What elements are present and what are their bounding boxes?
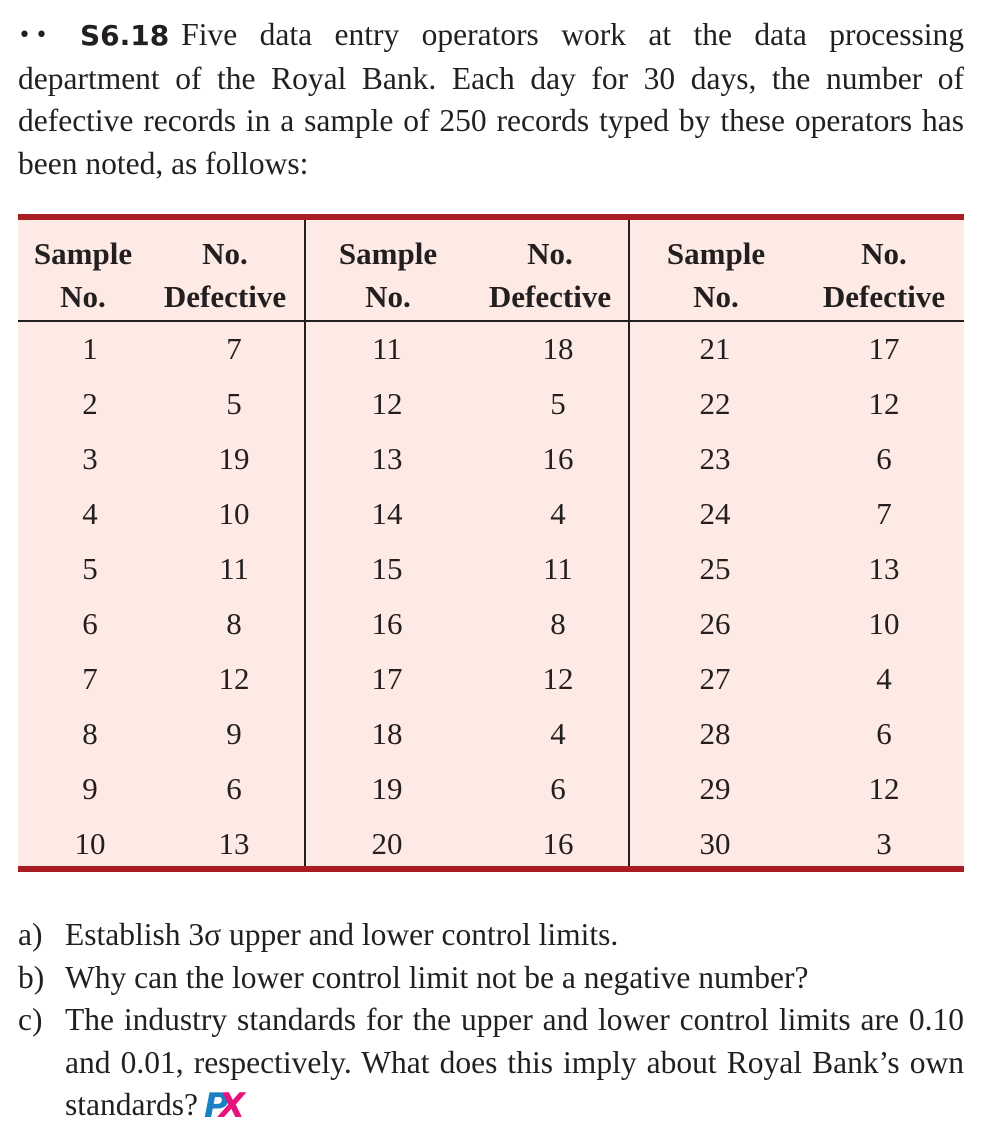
sample-no-cell: 4 [82,496,98,531]
sample-no-cell: 25 [699,551,731,586]
sample-no-cell: 14 [371,496,403,531]
defective-cell: 8 [226,606,242,641]
header-sample-no: Sample No. [338,236,438,314]
defective-cell: 11 [219,551,249,586]
difficulty-bullets: •• [18,23,52,48]
sample-no-cell: 16 [371,606,403,641]
sample-no-cell: 26 [699,606,731,641]
sample-no-cell: 5 [82,551,98,586]
px-logo-icon[interactable]: PX [203,1086,236,1126]
defective-cell: 17 [868,331,900,366]
sample-no-cell: 3 [82,441,98,476]
defective-cell: 3 [876,826,892,861]
problem-id: S6.18 [79,19,170,52]
defective-cell: 4 [876,661,892,696]
defective-cell: 19 [218,441,250,476]
sample-no-cell: 12 [371,386,403,421]
defective-cell: 16 [542,441,574,476]
defective-cell: 6 [226,771,242,806]
problem-text: Five data entry operators work at the data processing department of the Royal Bank. Each day for 30 days, the number of defective records in a sample of 250 records typed by these operators has been noted, as follows: [18,17,964,181]
header-no-defective: No. Defective [822,236,946,314]
sample-no-cell: 1 [82,331,98,366]
question-label: c) [18,1002,43,1037]
problem-statement [18,14,964,185]
defective-cell: 7 [226,331,242,366]
sample-no-cell: 9 [82,771,98,806]
header-no-defective: No. Defective [488,236,612,314]
question-label: a) [18,917,43,952]
column-divider [304,220,306,866]
sample-no-cell: 24 [699,496,731,531]
defective-cell: 4 [550,716,566,751]
defects-table [18,214,964,872]
header-no-defective: No. Defective [163,236,287,314]
header-sample-no: Sample No. [666,236,766,314]
sample-no-cell: 2 [82,386,98,421]
sample-no-cell: 13 [371,441,403,476]
header-rule [18,320,964,322]
header-sample-no: Sample No. [33,236,133,314]
column-divider [628,220,630,866]
question-text: Why can the lower control limit not be a negative number? [65,959,809,995]
sample-no-cell: 18 [371,716,403,751]
sample-no-cell: 11 [372,331,402,366]
defective-cell: 13 [218,826,250,861]
sample-no-cell: 21 [699,331,731,366]
sample-no-cell: 23 [699,441,731,476]
sample-no-cell: 28 [699,716,731,751]
defective-cell: 5 [550,386,566,421]
defective-cell: 18 [542,331,574,366]
defective-cell: 5 [226,386,242,421]
question-item [18,999,964,1127]
defective-cell: 16 [542,826,574,861]
question-text: The industry standards for the upper and lower control limits are 0.10 and 0.01, respectively. What does this imply about Royal Bank’s own standards? PX [65,1002,964,1126]
defective-cell: 10 [868,606,900,641]
sample-no-cell: 15 [371,551,403,586]
defective-cell: 6 [876,441,892,476]
defective-cell: 13 [868,551,900,586]
sample-no-cell: 8 [82,716,98,751]
defective-cell: 12 [542,661,574,696]
defective-cell: 8 [550,606,566,641]
defective-cell: 12 [868,771,900,806]
defective-cell: 9 [226,716,242,751]
defective-cell: 6 [550,771,566,806]
sample-no-cell: 7 [82,661,98,696]
defective-cell: 12 [218,661,250,696]
question-label: b) [18,959,45,995]
sample-no-cell: 19 [371,771,403,806]
sample-no-cell: 10 [74,826,106,861]
sample-no-cell: 27 [699,661,731,696]
defective-cell: 11 [543,551,573,586]
question-item [18,914,964,957]
question-text: Establish 3σ upper and lower control limits. [65,917,619,952]
sample-no-cell: 29 [699,771,731,806]
question-item [18,957,964,1000]
defective-cell: 10 [218,496,250,531]
sample-no-cell: 17 [371,661,403,696]
defective-cell: 7 [876,496,892,531]
defective-cell: 6 [876,716,892,751]
sample-no-cell: 22 [699,386,731,421]
sample-no-cell: 30 [699,826,731,861]
sample-no-cell: 6 [82,606,98,641]
defective-cell: 12 [868,386,900,421]
questions-list [18,914,964,1127]
defective-cell: 4 [550,496,566,531]
sample-no-cell: 20 [371,826,403,861]
